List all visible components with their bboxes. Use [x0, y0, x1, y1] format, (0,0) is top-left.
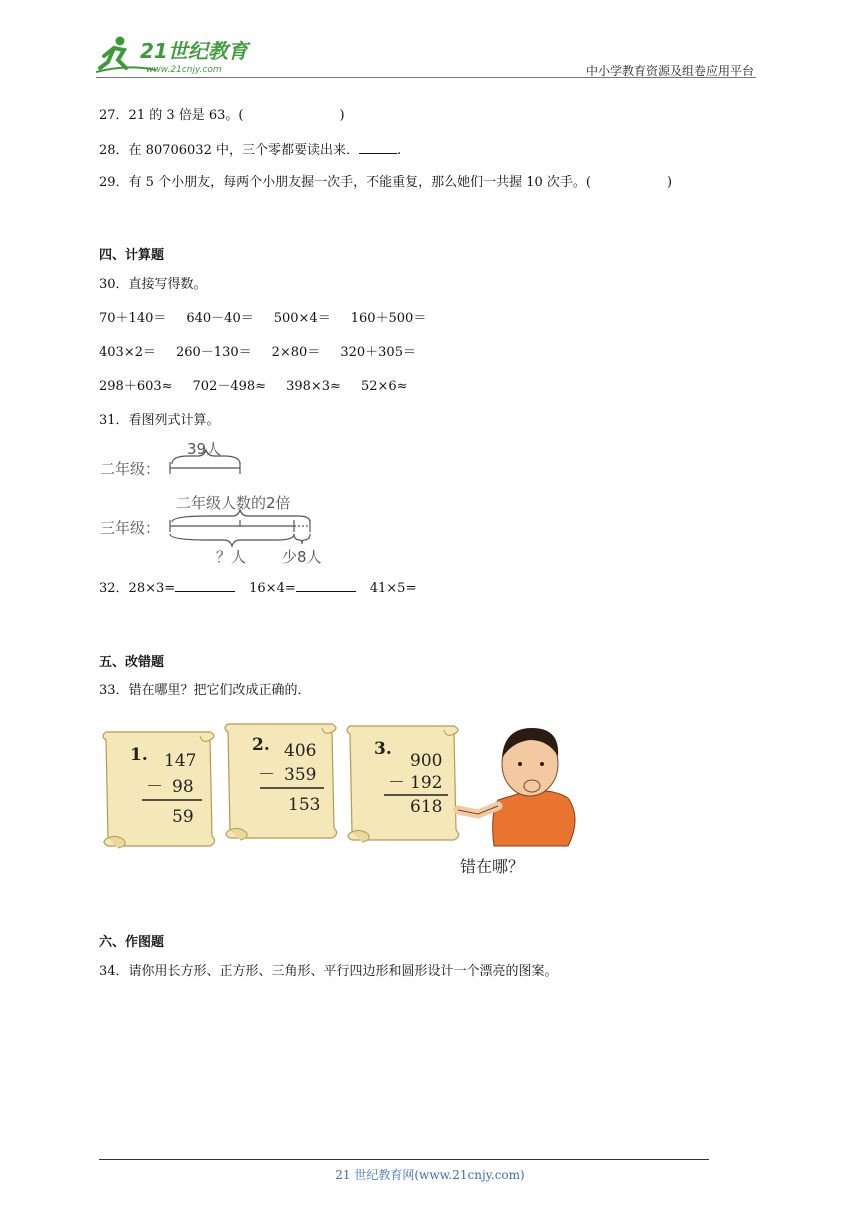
q32-part-3: 41×5= — [369, 581, 417, 596]
question-28 — [99, 142, 401, 160]
thinking-boy-illustration — [458, 728, 575, 846]
scroll-1-top: 147 — [164, 751, 197, 771]
question-33: 33．错在哪里？把它们改成正确的． — [99, 683, 311, 698]
scroll-1-op: － — [146, 777, 163, 797]
scroll-3-result: 618 — [410, 797, 443, 817]
grade2-label: 二年级： — [100, 460, 161, 478]
answer-blank[interactable] — [175, 580, 235, 592]
less-label: 少8人 — [282, 548, 322, 566]
unknown-label: ？人 — [216, 548, 247, 566]
scroll-3-op: － — [388, 773, 405, 793]
calc-item: 320＋305＝ — [340, 345, 416, 360]
calc-item: 260－130＝ — [175, 345, 252, 360]
scroll-3-top: 900 — [410, 751, 443, 771]
scroll-3-bottom: 192 — [410, 773, 443, 793]
answer-blank[interactable] — [359, 142, 397, 154]
calc-item: 640－40＝ — [186, 311, 254, 326]
question-32 — [99, 580, 416, 598]
calc-item: 398×3≈ — [286, 379, 341, 394]
calc-row-1 — [99, 310, 446, 328]
header-divider — [96, 77, 756, 78]
line-segment-diagram — [98, 436, 338, 566]
question-27-text: 27．21 的 3 倍是 63。( — [99, 108, 244, 123]
calc-item: 702－498≈ — [192, 379, 267, 394]
platform-title: 中小学教育资源及组卷应用平台 — [585, 64, 754, 78]
scroll-2-number: 2. — [252, 735, 270, 755]
scroll-2-bottom: 359 — [284, 765, 317, 785]
question-28-end: . — [396, 143, 402, 158]
question-34: 34．请你用长方形、正方形、三角形、平行四边形和圆形设计一个漂亮的图案。 — [99, 964, 558, 979]
scroll-2-op: － — [258, 765, 275, 785]
calc-row-2 — [99, 344, 436, 362]
scroll-1-result: 59 — [172, 807, 194, 827]
calc-item: 2×80＝ — [271, 345, 321, 360]
scroll-1-bottom: 98 — [172, 777, 194, 797]
question-29 — [99, 174, 672, 192]
calc-item: 403×2＝ — [99, 345, 156, 360]
section-title-correction: 五、改错题 — [99, 655, 165, 670]
grade3-label: 三年级： — [100, 519, 161, 537]
calc-row-3 — [99, 378, 428, 396]
q32-part-2: 16×4= — [249, 581, 296, 596]
calc-item: 500×4＝ — [273, 311, 331, 326]
calc-item: 298＋603≈ — [99, 379, 173, 394]
q32-part-1: 32．28×3= — [99, 581, 176, 596]
scroll-2 — [225, 724, 337, 840]
caption-where-wrong: 错在哪？ — [460, 857, 525, 876]
calc-item: 52×6≈ — [360, 379, 408, 394]
question-28-text: 28．在 80706032 中，三个零都要读出来． — [99, 143, 359, 158]
grade2-count-label: 39人 — [187, 440, 222, 458]
logo-text: 21世纪教育 — [140, 39, 248, 63]
unknown-brace — [170, 534, 294, 546]
scroll-1-number: 1. — [130, 745, 148, 765]
question-31: 31．看图列式计算。 — [99, 413, 220, 428]
answer-blank[interactable] — [296, 580, 356, 592]
scroll-3 — [347, 726, 459, 842]
question-29-close: ) — [666, 175, 673, 190]
logo-url: www.21cnjy.com — [146, 65, 222, 75]
question-27-close: ) — [339, 108, 345, 123]
section-title-drawing: 六、作图题 — [99, 935, 165, 950]
less-brace — [294, 534, 310, 544]
calc-item: 70＋140＝ — [99, 311, 167, 326]
question-30: 30．直接写得数。 — [99, 277, 207, 292]
section-title-calculation: 四、计算题 — [99, 248, 165, 263]
subtraction-scrolls-figure — [98, 714, 588, 886]
question-29-text: 29．有 5 个小朋友，每两个小朋友握一次手，不能重复，那么她们一共握 10 次手。( — [99, 175, 591, 190]
calc-item: 160＋500＝ — [350, 311, 427, 326]
question-27 — [99, 107, 345, 125]
scroll-2-result: 153 — [288, 795, 321, 815]
footer-link[interactable]: 21 世纪教育网(www.21cnjy.com) — [335, 1168, 525, 1182]
footer-divider — [99, 1159, 709, 1160]
scroll-2-top: 406 — [284, 741, 317, 761]
double-label: 二年级人数的2倍 — [176, 494, 291, 512]
page-header — [96, 30, 756, 78]
logo — [96, 34, 266, 76]
scroll-3-number: 3. — [374, 739, 392, 759]
scroll-1 — [103, 732, 215, 848]
